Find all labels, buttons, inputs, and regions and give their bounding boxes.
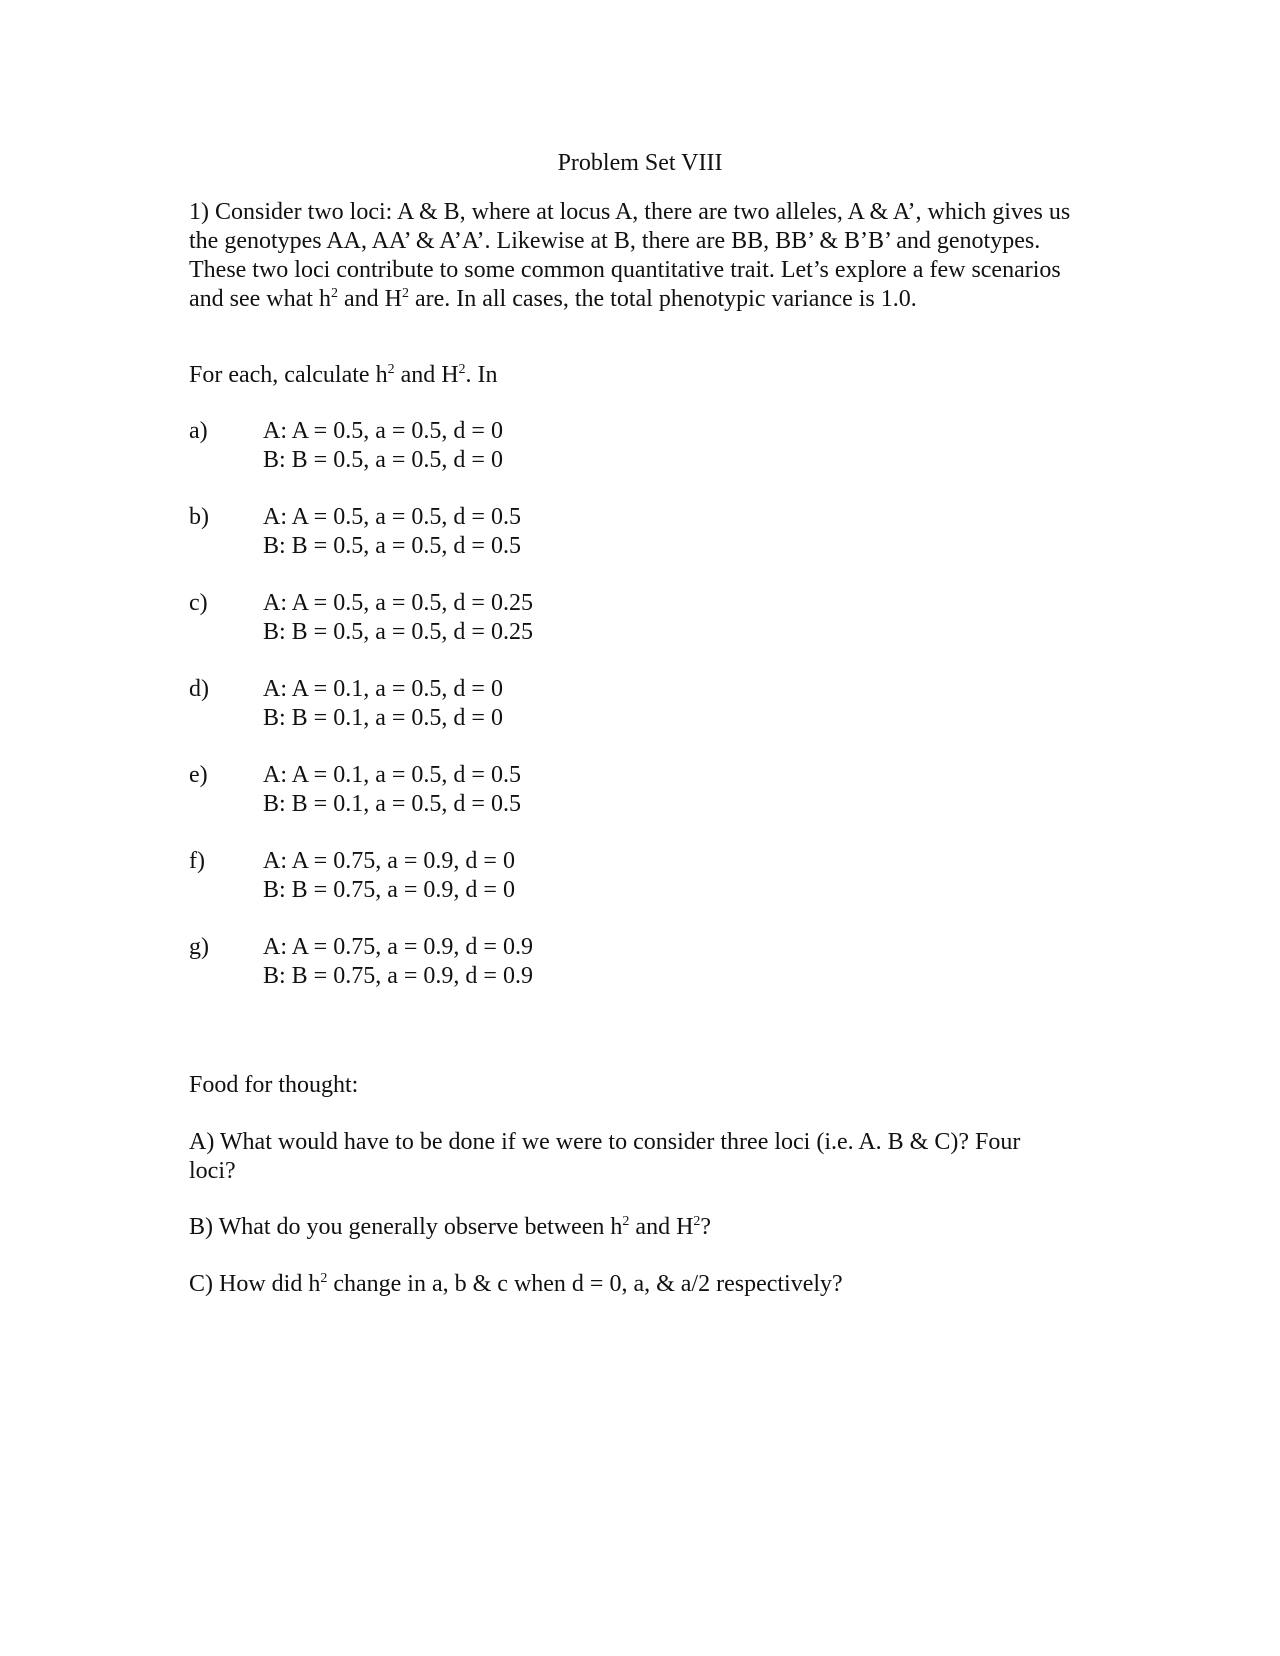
instruction-text: . In [465,362,498,388]
question-1-paragraph [189,198,1089,314]
superscript: 2 [458,362,466,377]
thought-b-text: and H [629,1214,694,1240]
thought-c [189,1270,1089,1299]
locus-a-values: A: A = 0.5, a = 0.5, d = 0.25 [263,590,533,616]
food-for-thought-heading: Food for thought: [189,1072,359,1098]
question-1-text-part3: are. In all cases, the total phenotypic variance is 1.0. [408,286,917,312]
problem-label: f) [189,848,205,874]
instruction-text: For each, calculate h [189,362,388,388]
instruction-text: and H [394,362,459,388]
locus-b-values: B: B = 0.1, a = 0.5, d = 0 [263,705,503,731]
question-1-text-part2: and H [337,286,402,312]
locus-a-values: A: A = 0.1, a = 0.5, d = 0.5 [263,762,521,788]
thought-b-text: B) What do you generally observe between h [189,1214,623,1240]
problem-label: c) [189,590,208,616]
instruction-line [189,361,1089,390]
question-1-text-part1: 1) Consider two loci: A & B, where at locus A, there are two alleles, A & A’, which gives us the genotypes AA, AA’ & A’A’. Likewise at B, there are BB, BB’ & B’B’ and genotypes. These two loci contribute to some common quantitative trait. Let’s explore a few scenarios and see what h [189,199,1071,312]
superscript: 2 [401,286,409,301]
thought-b [189,1213,1089,1242]
locus-a-values: A: A = 0.5, a = 0.5, d = 0.5 [263,504,521,530]
locus-a-values: A: A = 0.75, a = 0.9, d = 0 [263,848,515,874]
page-title: Problem Set VIII [557,150,723,176]
thought-c-text: C) How did h [189,1271,321,1297]
superscript: 2 [622,1214,630,1229]
locus-b-values: B: B = 0.5, a = 0.5, d = 0 [263,447,503,473]
locus-b-values: B: B = 0.1, a = 0.5, d = 0.5 [263,791,521,817]
locus-a-values: A: A = 0.75, a = 0.9, d = 0.9 [263,934,533,960]
problem-label: a) [189,418,208,444]
locus-b-values: B: B = 0.5, a = 0.5, d = 0.5 [263,533,521,559]
problem-label: b) [189,504,209,530]
thought-a: A) What would have to be done if we were to consider three loci (i.e. A. B & C)? Four loci? [189,1129,1021,1184]
locus-a-values: A: A = 0.5, a = 0.5, d = 0 [263,418,503,444]
locus-b-values: B: B = 0.75, a = 0.9, d = 0 [263,877,515,903]
superscript: 2 [320,1271,328,1286]
thought-b-text: ? [700,1214,712,1240]
locus-b-values: B: B = 0.75, a = 0.9, d = 0.9 [263,963,533,989]
problem-label: d) [189,676,209,702]
superscript: 2 [330,286,338,301]
superscript: 2 [387,362,395,377]
locus-b-values: B: B = 0.5, a = 0.5, d = 0.25 [263,619,533,645]
thought-c-text: change in a, b & c when d = 0, a, & a/2 respectively? [327,1271,843,1297]
locus-a-values: A: A = 0.1, a = 0.5, d = 0 [263,676,503,702]
problem-label: e) [189,762,208,788]
problem-label: g) [189,934,209,960]
superscript: 2 [693,1214,701,1229]
